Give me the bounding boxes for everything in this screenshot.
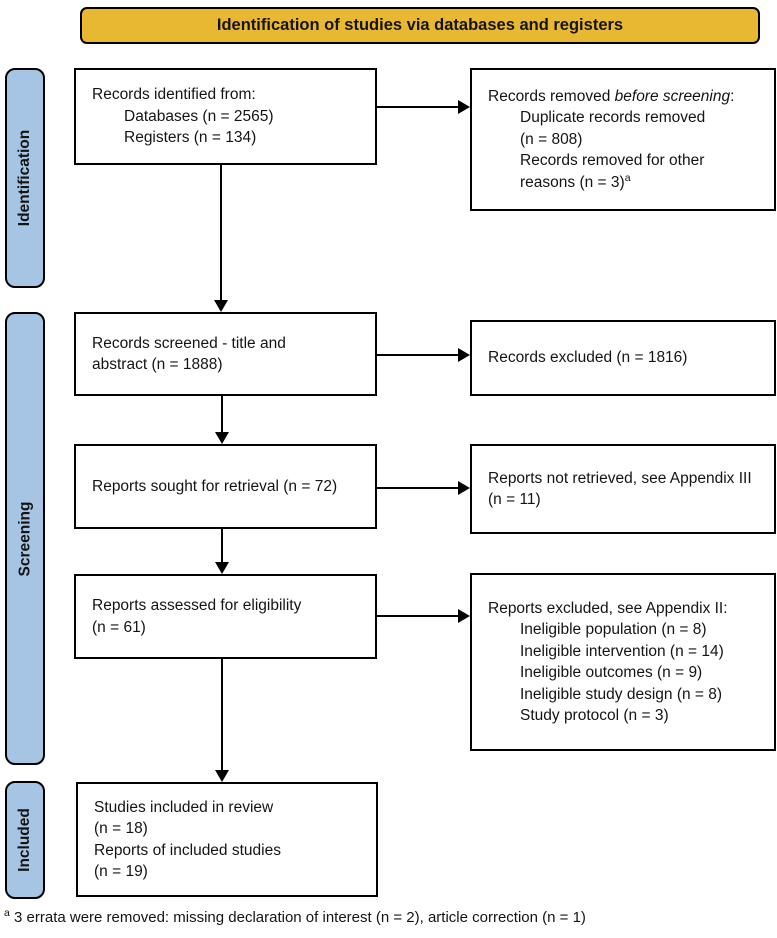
box-reports-assessed	[74, 574, 377, 659]
box-records-screened	[74, 312, 377, 396]
box-studies-included	[76, 782, 378, 897]
footnote-marker: a	[4, 907, 10, 919]
arrowhead-down-icon	[214, 300, 228, 312]
stage-label-included	[5, 781, 45, 899]
arrow-assessed-to-included	[221, 659, 223, 771]
box-reports-excluded	[470, 573, 776, 751]
box-line: (n = 18)	[94, 820, 148, 837]
arrowhead-right-icon	[458, 348, 470, 362]
stage-label-identification	[5, 68, 45, 288]
box-line: Duplicate records removed	[520, 109, 706, 127]
box-line: (n = 19)	[94, 863, 148, 880]
arrow-identified-to-screened	[220, 165, 222, 302]
box-line: Ineligible intervention (n = 14)	[520, 642, 724, 660]
arrowhead-down-icon	[215, 432, 229, 444]
stage-label-included-text: Included	[16, 808, 34, 872]
box-reports-sought	[74, 444, 377, 529]
box-line: (n = 11)	[488, 491, 541, 508]
box-line: Records identified from:	[92, 86, 256, 104]
box-records-removed	[470, 68, 776, 211]
box-line: Reports not retrieved, see Appendix III	[488, 469, 752, 487]
arrow-assessed-to-excluded	[377, 615, 459, 617]
box-line: Reports of included studies	[94, 841, 281, 859]
box-line: Ineligible population (n = 8)	[520, 621, 707, 638]
box-line: Ineligible study design (n = 8)	[520, 685, 723, 703]
footnote	[4, 908, 774, 928]
arrow-sought-to-not-retrieved	[377, 487, 459, 489]
box-line: Records removed for other	[520, 152, 705, 170]
banner-title	[80, 7, 760, 44]
box-line: Reports assessed for eligibility	[92, 597, 302, 614]
arrowhead-right-icon	[458, 481, 470, 495]
box-line: Studies included in review	[94, 798, 274, 816]
box-line: Records screened - title and	[92, 334, 286, 352]
box-records-excluded	[470, 320, 776, 396]
stage-label-identification-text: Identification	[16, 129, 34, 227]
box-line: Study protocol (n = 3)	[520, 707, 669, 724]
box-line: Reports excluded, see Appendix II:	[488, 599, 728, 617]
box-line: Records excluded (n = 1816)	[488, 349, 688, 367]
box-records-identified	[74, 68, 377, 165]
arrowhead-right-icon	[458, 609, 470, 623]
box-line: Ineligible outcomes (n = 9)	[520, 664, 703, 681]
arrowhead-down-icon	[215, 562, 229, 574]
box-reports-not-retrieved	[470, 444, 776, 534]
stage-label-screening	[5, 312, 45, 765]
arrow-sought-to-assessed	[221, 529, 223, 563]
stage-label-screening-text: Screening	[16, 501, 34, 576]
footnote-text: 3 errata were removed: missing declaration of interest (n = 2), article correction (n = 1)	[9, 909, 586, 926]
arrow-screened-to-excluded	[377, 354, 459, 356]
box-line: abstract (n = 1888)	[92, 356, 223, 373]
box-line: Records removed before screening:	[488, 87, 735, 105]
arrowhead-right-icon	[458, 100, 470, 114]
box-line: Databases (n = 2565)	[124, 107, 274, 125]
box-line: (n = 61)	[92, 618, 146, 636]
box-line: (n = 808)	[520, 130, 583, 148]
arrow-identified-to-removed	[377, 106, 459, 108]
box-line: Reports sought for retrieval (n = 72)	[92, 477, 338, 495]
arrowhead-down-icon	[215, 770, 229, 782]
footnote-marker: a	[624, 171, 631, 184]
box-line: Registers (n = 134)	[124, 129, 257, 147]
arrow-screened-to-sought	[221, 396, 223, 433]
banner-title-label: Identification of studies via databases and registers	[216, 16, 624, 34]
box-line: reasons (n = 3)$^a$	[520, 171, 631, 191]
